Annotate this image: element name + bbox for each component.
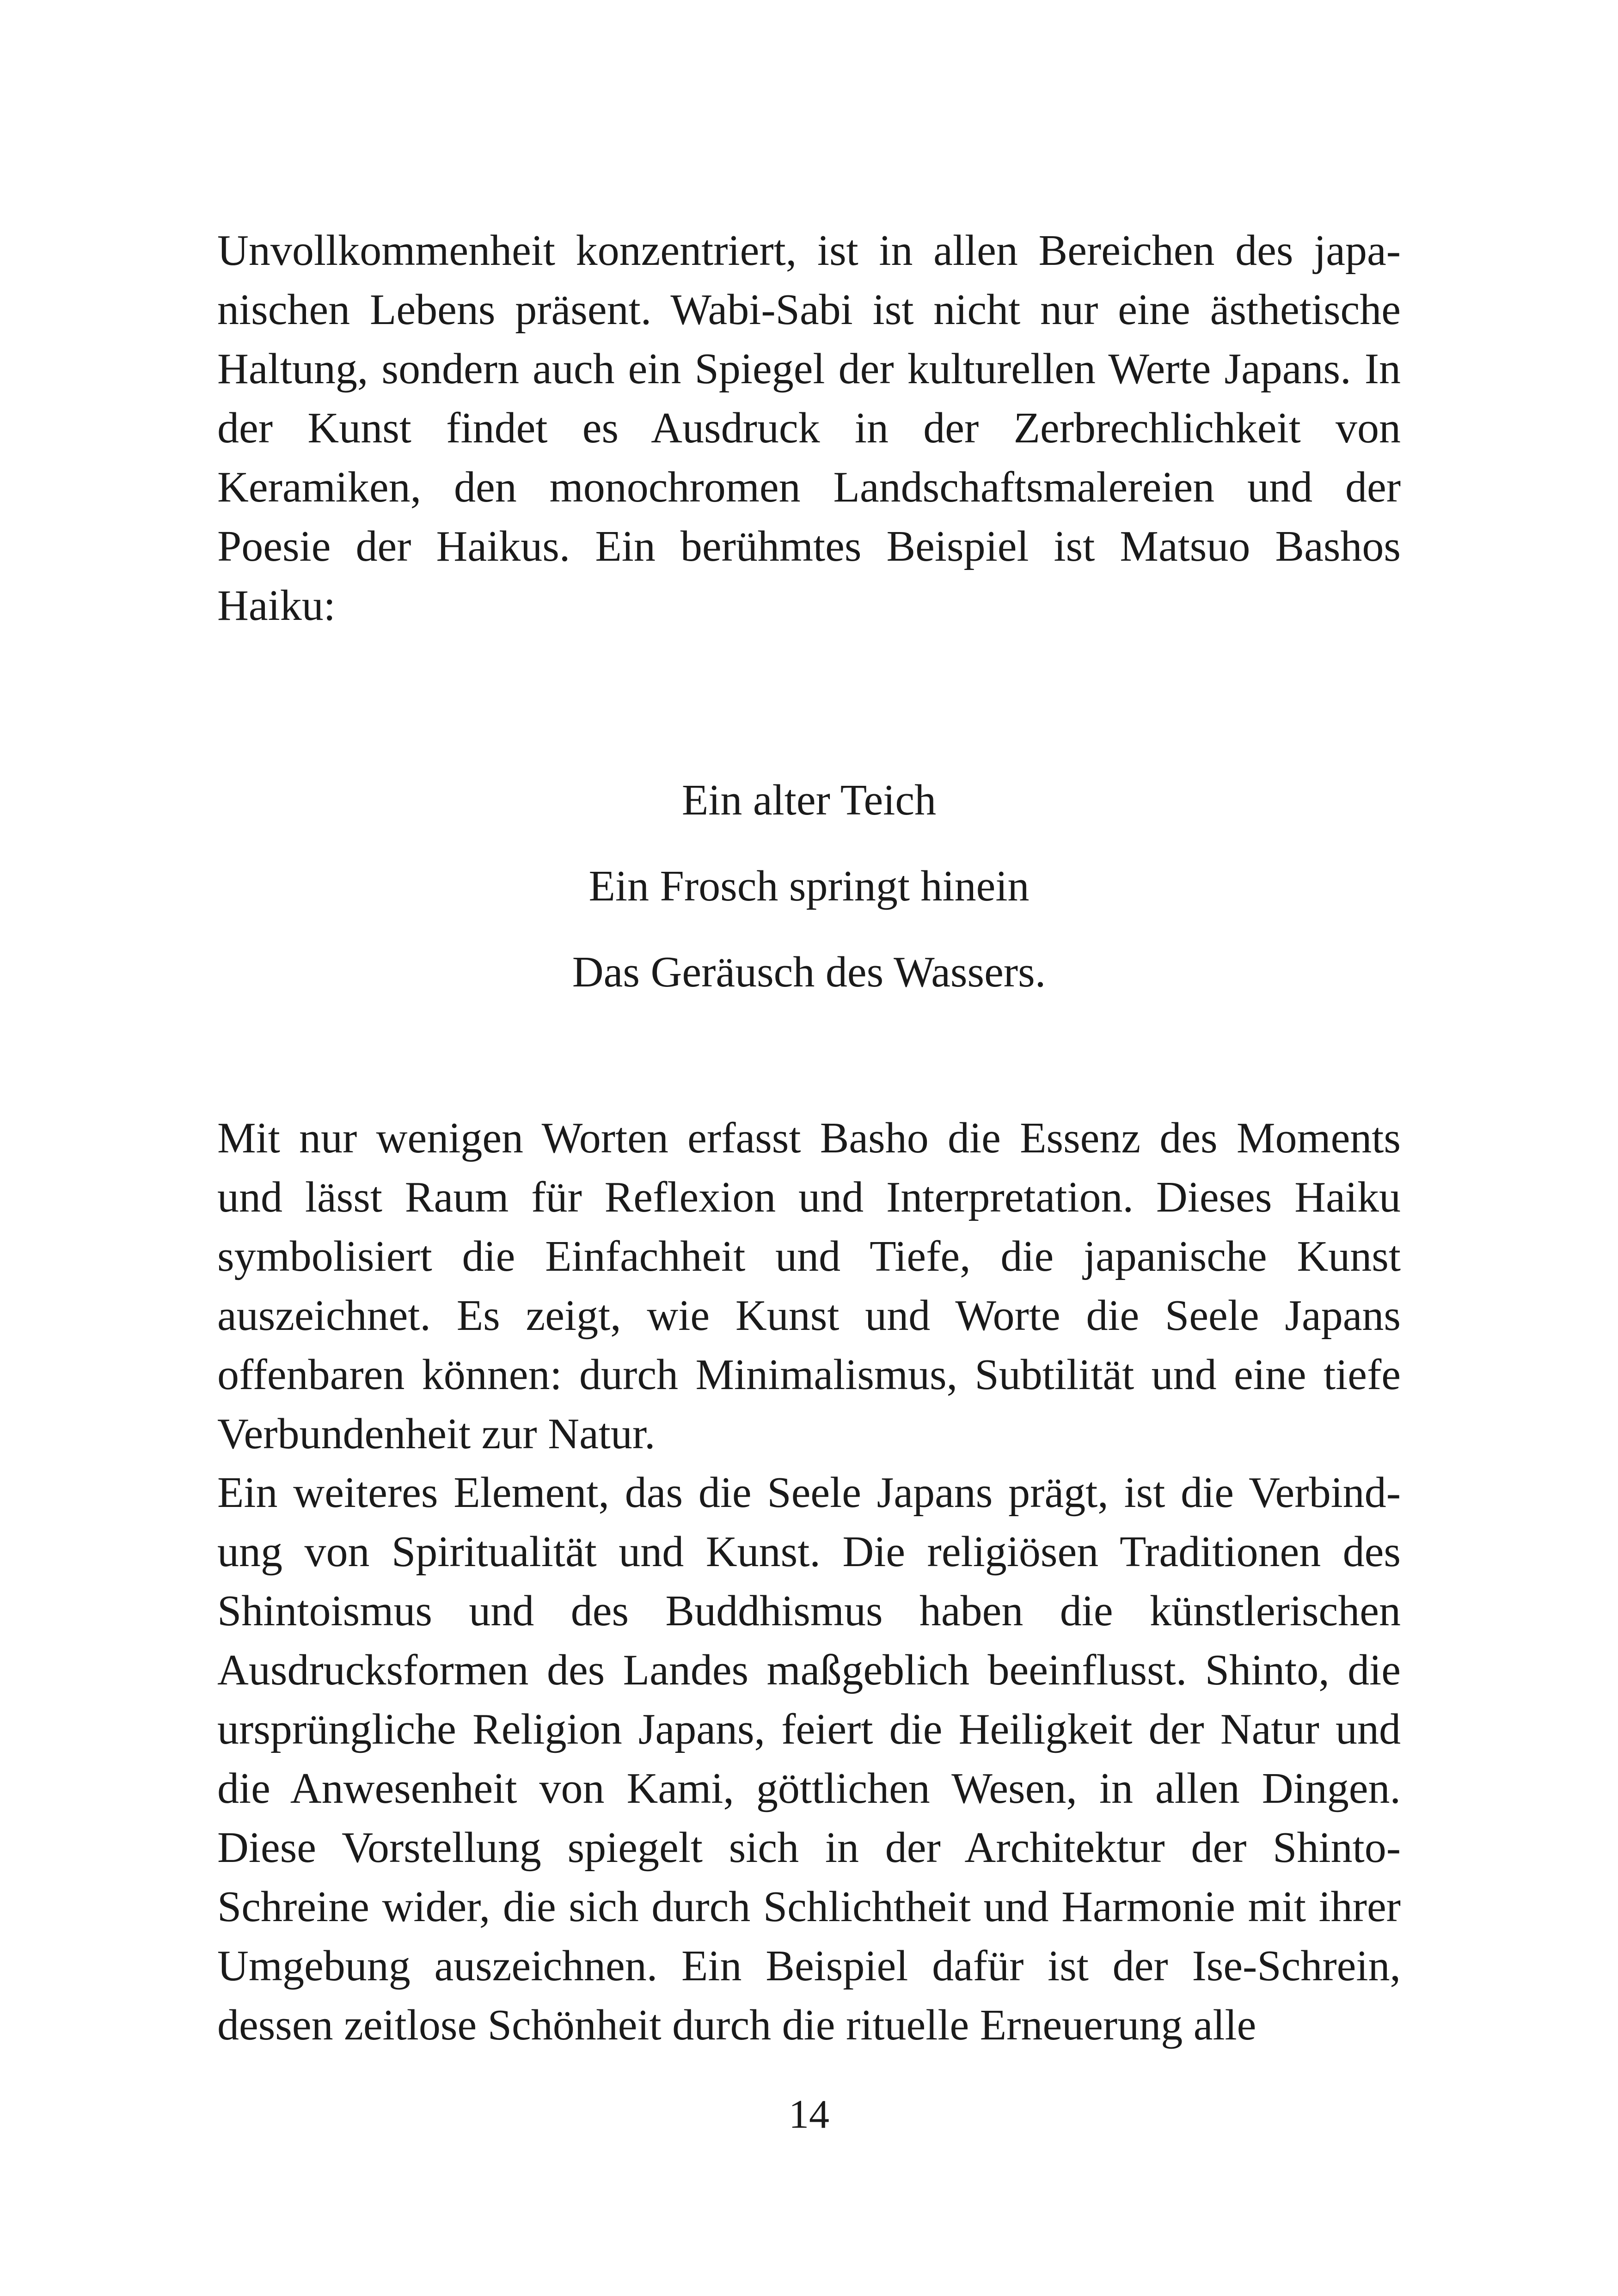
haiku-line-2: Ein Frosch springt hinein: [588, 862, 1030, 910]
page-number: 14: [789, 2092, 829, 2137]
paragraph-text: Unvollkommenheit konzentriert, ist in allen Bereichen des japanischen Lebens präsent. Wabi-Sabi ist nicht nur eine ästhetische Haltung, sondern auch ein Spiegel der kulturellen Werte Japans. In der Kunst findet es Ausdruck in der Zerbrechlichkeit von Keramiken, den monochromen Landschaftsmalereien und der Poesie der Haikus. Ein berühmtes Beispiel ist Matsuo Bashos Haiku:: [217, 227, 1401, 630]
paragraph-wabi-sabi: [217, 221, 1401, 635]
paragraph-basho: [217, 1108, 1401, 1463]
paragraph-spirituality: [217, 1463, 1401, 2055]
paragraph-text: Ein weiteres Element, das die Seele Japans prägt, ist die Verbindung von Spiritualität und Kunst. Die religiösen Traditionen des Shintoismus und des Buddhismus haben die künstlerischen Ausdrucksformen des Landes maßgeblich beeinflusst. Shinto, die ursprüngliche Religion Japans, feiert die Heiligkeit der Natur und die Anwesenheit von Kami, göttlichen Wesen, in allen Dingen. Diese Vorstellung spiegelt sich in der Architektur der Shinto-Schreine wider, die sich durch Schlichtheit und Harmonie mit ihrer Umgebung auszeichnen. Ein Beispiel dafür ist der Ise-Schrein, dessen zeitlose Schönheit durch die rituelle Erneuerung alle: [217, 1469, 1401, 2049]
haiku-line-3: Das Geräusch des Wassers.: [572, 948, 1046, 996]
paragraph-text: Mit nur wenigen Worten erfasst Basho die Essenz des Moments und lässt Raum für Reflexion und Interpretation. Dieses Haiku symbolisiert die Einfachheit und Tiefe, die japanische Kunst auszeichnet. Es zeigt, wie Kunst und Worte die Seele Japans offenbaren können: durch Minimalismus, Subtilität und eine tiefe Verbundenheit zur Natur.: [217, 1114, 1401, 1458]
haiku-line-1: Ein alter Teich: [681, 776, 937, 824]
haiku-quote: [217, 757, 1401, 1015]
